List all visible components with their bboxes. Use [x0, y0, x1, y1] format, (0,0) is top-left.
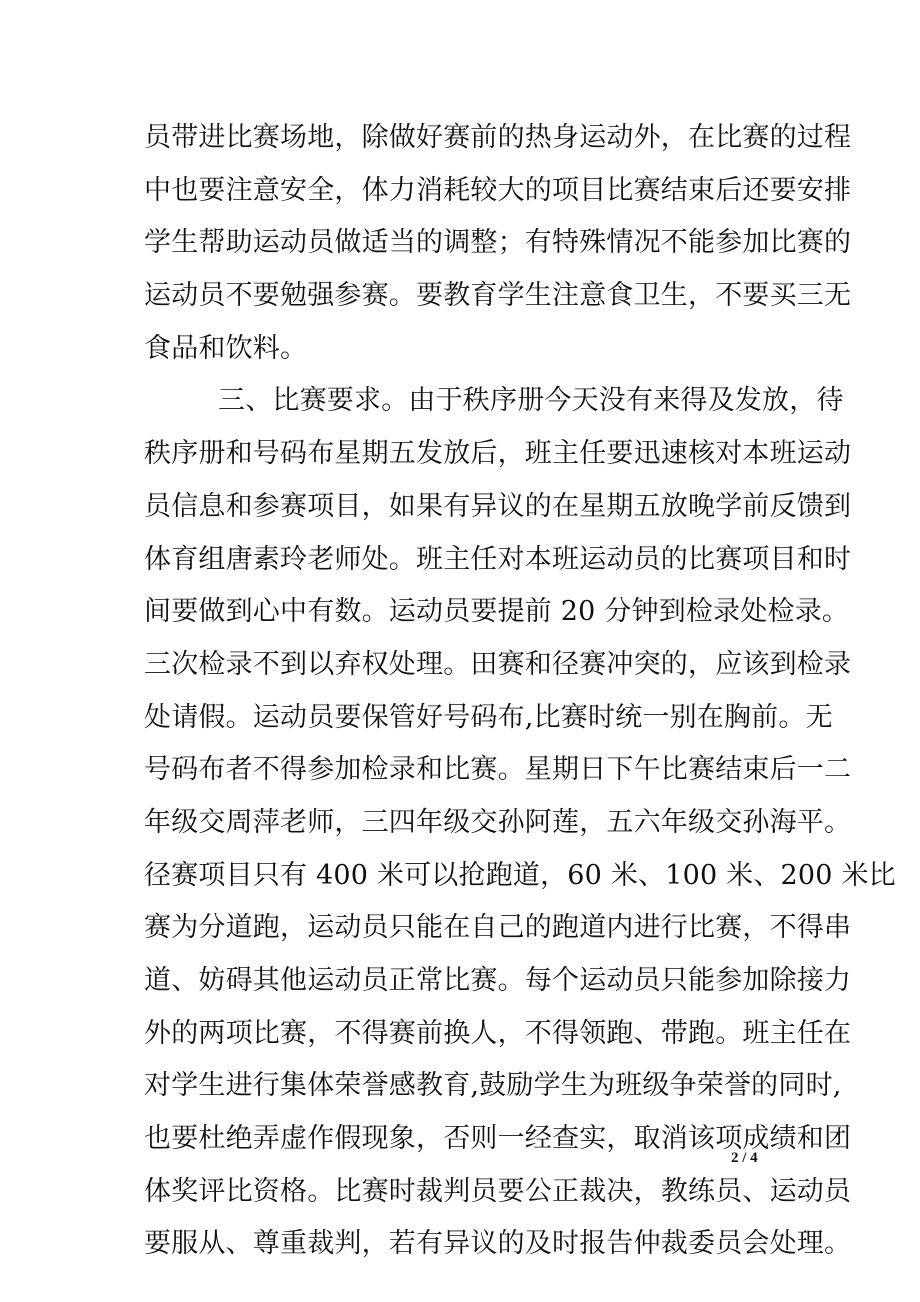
section-heading-line: 三、比赛要求。由于秩序册今天没有来得及发放，待 [218, 385, 844, 417]
text-line: 年级交周萍老师，三四年级交孙阿莲，五六年级交孙海平。 [144, 806, 852, 838]
text-line: 径赛项目只有 400 米可以抢跑道，60 米、100 米、200 米比 [144, 859, 896, 891]
text-line: 赛为分道跑，运动员只能在自己的跑道内进行比赛，不得串 [144, 912, 852, 944]
text-line: 食品和饮料。 [144, 332, 308, 364]
text-line: 体育组唐素玲老师处。班主任对本班运动员的比赛项目和时 [144, 543, 852, 575]
text-line: 秩序册和号码布星期五发放后，班主任要迅速核对本班运动 [144, 438, 852, 470]
text-line: 对学生进行集体荣誉感教育,鼓励学生为班级争荣誉的同时, [144, 1070, 842, 1102]
text-line: 运动员不要勉强参赛。要教育学生注意食卫生，不要买三无 [144, 280, 852, 312]
text-line: 也要杜绝弄虚作假现象，否则一经查实，取消该项成绩和团 [144, 1123, 852, 1155]
text-line: 要服从、尊重裁判，若有异议的及时报告仲裁委员会处理。 [144, 1228, 852, 1260]
text-line: 学生帮助运动员做适当的调整；有特殊情况不能参加比赛的 [144, 227, 852, 259]
text-line: 外的两项比赛，不得赛前换人，不得领跑、带跑。班主任在 [144, 1017, 852, 1049]
text-line: 体奖评比资格。比赛时裁判员要公正裁决，教练员、运动员 [144, 1175, 852, 1207]
text-line: 间要做到心中有数。运动员要提前 20 分钟到检录处检录。 [144, 596, 850, 628]
text-line: 三次检录不到以弃权处理。田赛和径赛冲突的，应该到检录 [144, 648, 852, 680]
text-line: 中也要注意安全，体力消耗较大的项目比赛结束后还要安排 [144, 174, 852, 206]
text-line: 处请假。运动员要保管好号码布,比赛时统一别在胸前。无 [144, 701, 833, 733]
body-text [144, 112, 896, 1271]
text-line: 员信息和参赛项目，如果有异议的在星期五放晚学前反馈到 [144, 490, 852, 522]
page-number: 2 / 4 [731, 1150, 758, 1166]
text-line: 员带进比赛场地，除做好赛前的热身运动外，在比赛的过程 [144, 122, 852, 153]
text-line: 号码布者不得参加检录和比赛。星期日下午比赛结束后一二 [144, 754, 852, 786]
text-line: 道、妨碍其他运动员正常比赛。每个运动员只能参加除接力 [144, 965, 852, 996]
